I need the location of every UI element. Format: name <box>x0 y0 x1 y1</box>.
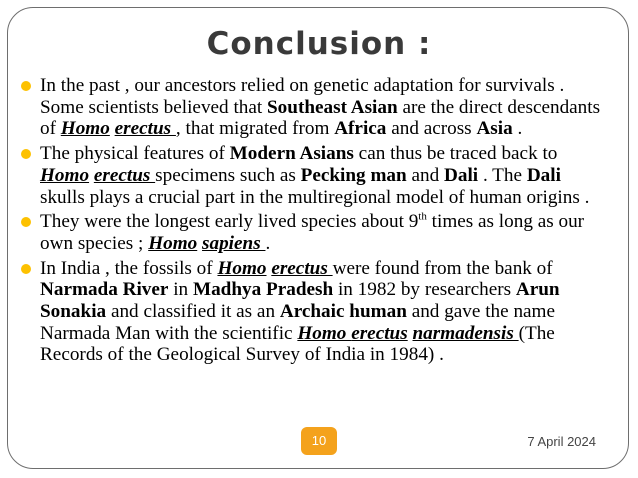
bold-term: Modern Asians <box>229 143 354 165</box>
species-epithet: erectus <box>114 118 176 140</box>
species-epithet: erectus <box>271 257 333 279</box>
text: , that migrated from <box>175 118 335 140</box>
bold-term: Narmada River <box>40 279 169 301</box>
text: times as long as our own species ; <box>40 211 585 254</box>
text: (The Records of the Geological Survey of India in 1984) . <box>40 322 555 366</box>
text: specimens such as <box>155 164 301 186</box>
text: and gave the name Narmada Man with the scientific <box>40 301 555 344</box>
bold-term: Madhya Pradesh <box>192 279 334 301</box>
page-number-badge: 10 <box>301 427 337 455</box>
text: In India , the fossils of <box>40 257 218 279</box>
species-genus: Homo <box>60 118 110 140</box>
bullet-item-2 <box>20 143 606 208</box>
bullet-item-4 <box>20 258 606 367</box>
text: . <box>512 118 523 140</box>
text: are the direct descendants of <box>40 96 601 140</box>
text: . The <box>478 164 527 186</box>
text: and across <box>386 118 477 140</box>
text: in <box>168 279 193 301</box>
bold-term: Arun Sonakia <box>40 279 560 323</box>
species-genus: Homo <box>40 164 90 186</box>
bold-term: Dali <box>444 164 479 186</box>
text: They were the longest early lived species about 9 <box>40 211 419 233</box>
bullet-dot-icon <box>21 264 31 274</box>
bold-term: Asia <box>476 118 513 140</box>
text: were found from the bank of <box>332 257 553 279</box>
bullet-item-3 <box>20 211 606 254</box>
species-genus: Homo <box>148 232 198 254</box>
text: in 1982 by researchers <box>333 279 516 301</box>
bullet-dot-icon <box>21 149 31 159</box>
species-epithet: erectus <box>351 322 408 344</box>
text: and classified it as an <box>106 301 280 323</box>
text: The physical features of <box>40 143 230 165</box>
bold-term: Africa <box>334 118 387 140</box>
text: and <box>406 164 445 186</box>
bold-term: Dali <box>526 164 561 186</box>
bullet-dot-icon <box>21 81 31 91</box>
species-epithet: sapiens <box>202 232 266 254</box>
bullet-dot-icon <box>21 217 31 227</box>
superscript: th <box>418 210 427 223</box>
bullet-item-1 <box>20 75 606 140</box>
species-genus: Homo <box>297 322 352 344</box>
species-subspecies: narmadensis <box>412 322 519 344</box>
slide-title: Conclusion : <box>206 26 432 62</box>
slide-date: 7 April 2024 <box>527 434 596 449</box>
text: skulls plays a crucial part in the multiregional model of human origins . <box>40 186 590 208</box>
bold-term: Pecking man <box>300 164 407 186</box>
text: . <box>265 232 271 254</box>
species-genus: Homo <box>217 257 267 279</box>
species-epithet: erectus <box>93 164 156 186</box>
bold-term: Archaic human <box>279 301 407 323</box>
bullet-list <box>20 75 606 369</box>
text: In the past , our ancestors relied on genetic adaptation for survivals . Some scientists believed that <box>40 75 565 118</box>
bold-term: Southeast Asian <box>267 96 398 118</box>
text: can thus be traced back to <box>353 143 558 165</box>
